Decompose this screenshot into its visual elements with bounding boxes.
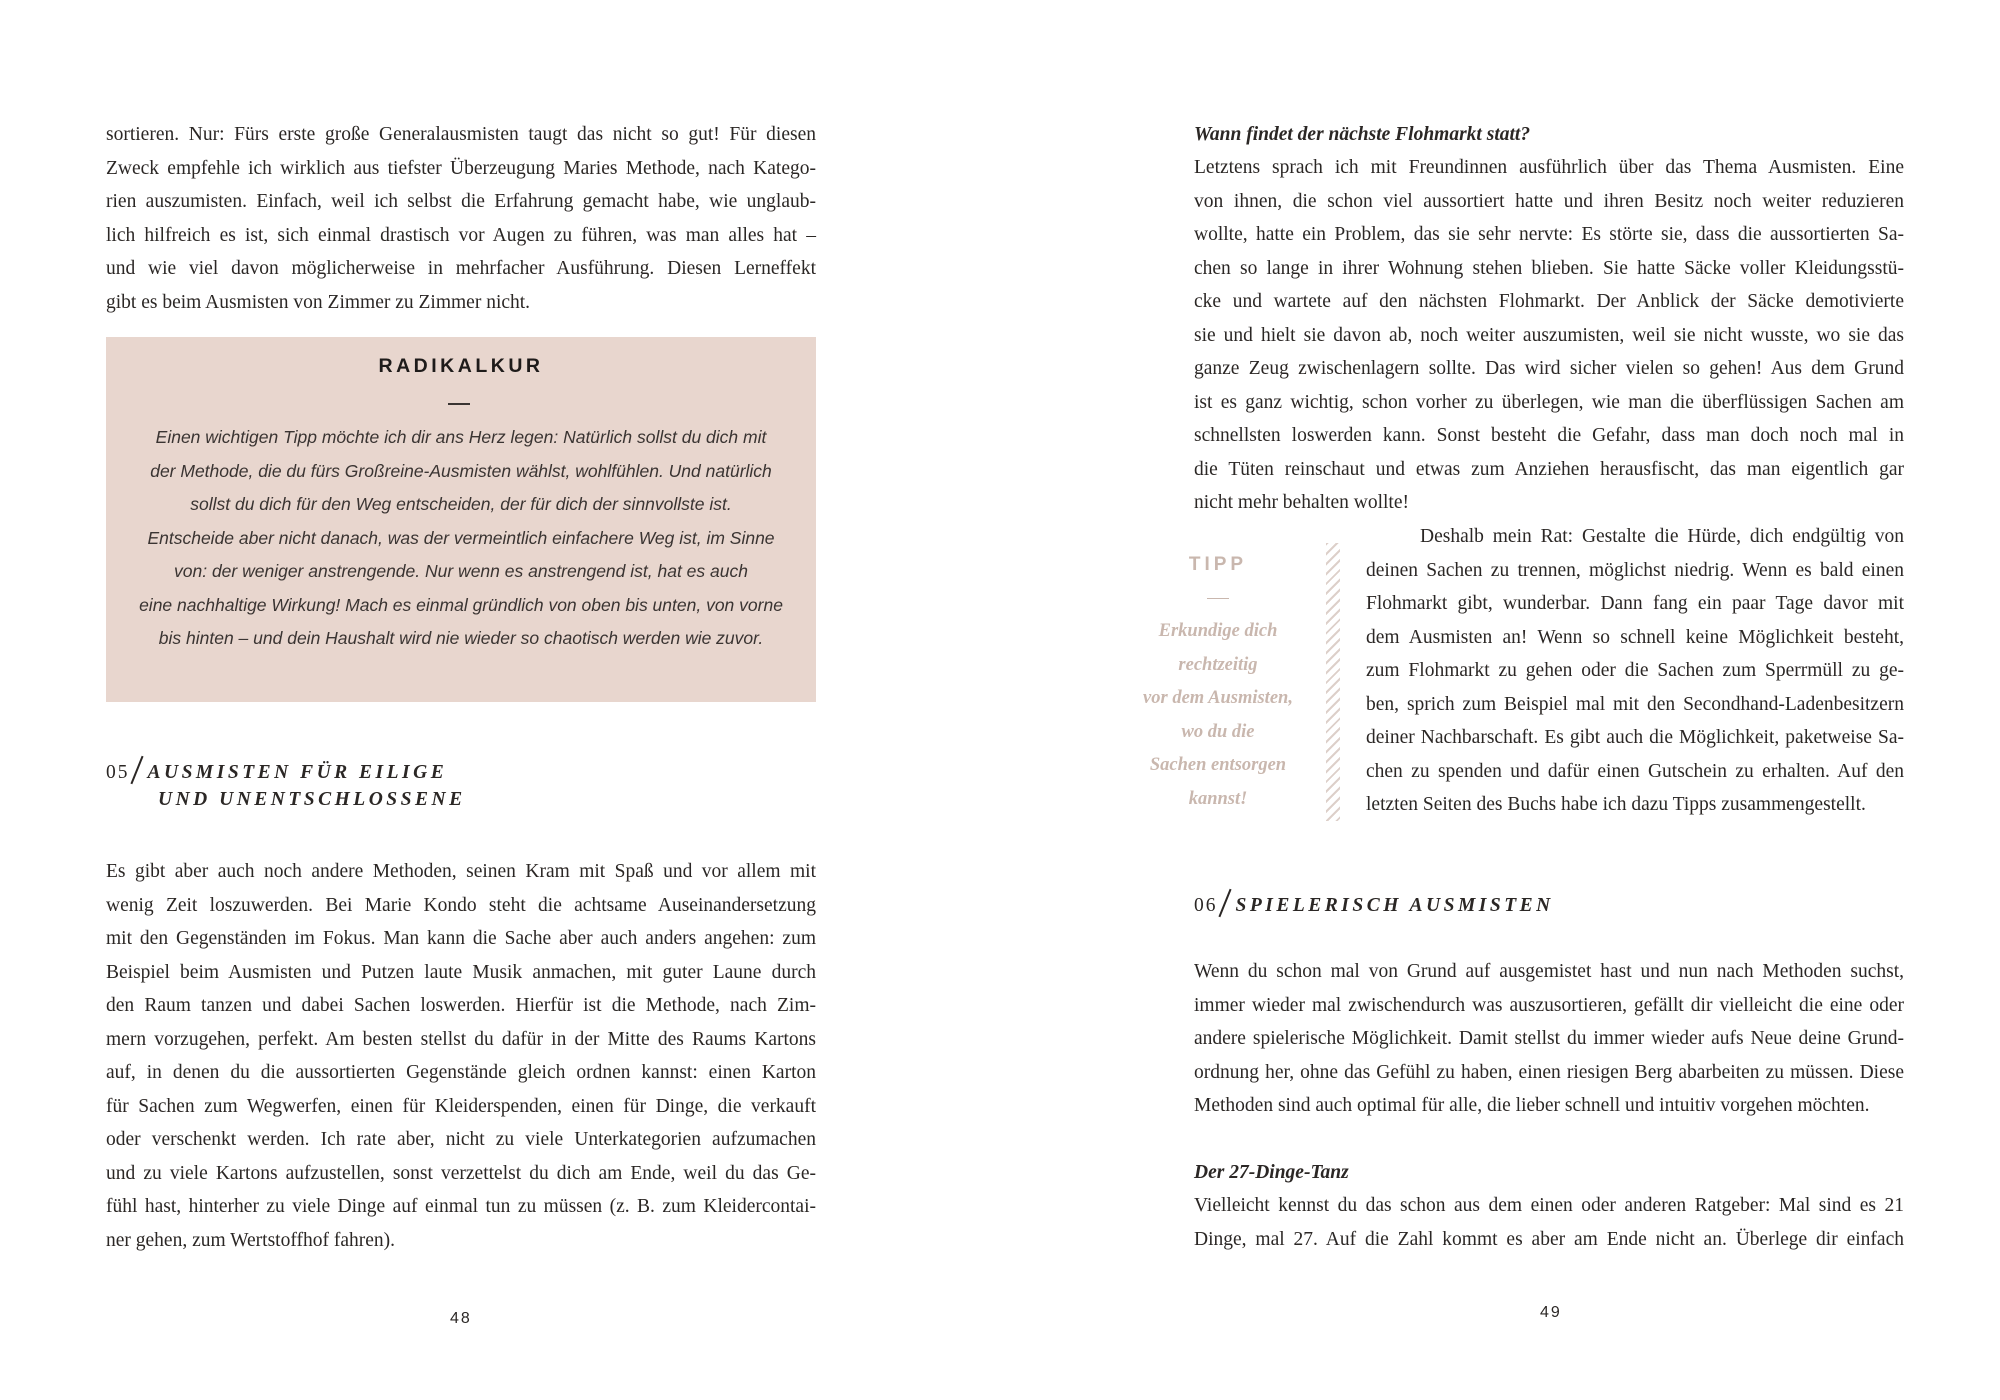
section-heading-06 bbox=[1194, 888, 1554, 918]
tip-line: Erkundige dich bbox=[1158, 621, 1278, 641]
right-page bbox=[1000, 0, 2000, 1400]
callout-line: der Methode, die du fürs Großreine-Ausmisten wählst, wohlfühlen. Und natürlich bbox=[150, 460, 772, 481]
callout-divider bbox=[448, 403, 470, 405]
callout-line: Einen wichtigen Tipp möchte ich dir ans Herz legen: Natürlich sollst du dich mit bbox=[155, 427, 767, 447]
text-line: von ihnen, die schon viel aussortiert hatte und ihren Besitz noch weiter reduzieren bbox=[1194, 190, 1904, 212]
text-line: wenig Zeit loszuwerden. Bei Marie Kondo steht die achtsame Auseinandersetzung bbox=[106, 894, 816, 916]
text-line: Es gibt aber auch noch andere Methoden, seinen Kram mit Spaß und vor allem mit bbox=[106, 861, 816, 882]
text-line: Flohmarkt gibt, wunderbar. Dann fang ein paar Tage davor mit bbox=[1366, 593, 1904, 614]
tip-line: vor dem Ausmisten, bbox=[1143, 688, 1293, 708]
left-main-paragraph bbox=[106, 855, 816, 1257]
tip-text bbox=[1128, 615, 1308, 816]
text-line: und wie viel davon möglicherweise in mehrfacher Ausführung. Diesen Lerneffekt bbox=[106, 258, 816, 279]
text-line: Methoden sind auch optimal für alle, die lieber schnell und intuitiv vorgehen möchten. bbox=[1194, 1095, 1870, 1116]
text-line: Dinge, mal 27. Auf die Zahl kommt es aber am Ende nicht an. Überlege dir einfach bbox=[1194, 1228, 1904, 1250]
callout-line: Entscheide aber nicht danach, was der vermeintlich einfachere Weg ist, im Sinne bbox=[147, 527, 775, 548]
text-line: dem Ausmisten an! Wenn so schnell keine Möglichkeit besteht, bbox=[1366, 626, 1904, 648]
section-number: 06 bbox=[1194, 895, 1218, 916]
text-line: Zweck empfehle ich wirklich aus tiefster Überzeugung Maries Methode, nach Katego- bbox=[106, 157, 816, 179]
tip-line: kannst! bbox=[1188, 788, 1248, 809]
text-line: ordnung her, ohne das Gefühl zu haben, einen riesigen Berg abarbeiten zu müssen. Diese bbox=[1194, 1061, 1904, 1083]
section-title: SPIELERISCH AUSMISTEN bbox=[1235, 895, 1554, 916]
tip-line: rechtzeitig bbox=[1178, 654, 1258, 675]
tip-line: wo du die bbox=[1181, 721, 1255, 742]
right-paragraph-1 bbox=[1194, 151, 1904, 520]
text-line: die Tüten reinschaut und etwas zum Anziehen herausfischt, das man eigentlich gar bbox=[1194, 458, 1904, 480]
paragraph-subheading: Wann findet der nächste Flohmarkt statt? bbox=[1194, 124, 1531, 145]
text-line: letzten Seiten des Buchs habe ich dazu Tipps zusammengestellt. bbox=[1366, 794, 1866, 815]
right-paragraph-3 bbox=[1194, 1189, 1904, 1256]
text-line: auf, in denen du die aussortierten Gegenstände gleich ordnen kannst: einen Karton bbox=[106, 1062, 816, 1083]
text-line: cke und wartete auf den nächsten Flohmarkt. Der Anblick der Säcke demotivierte bbox=[1194, 291, 1904, 312]
text-line: chen so lange in ihrer Wohnung stehen blieben. Sie hatte Säcke voller Kleidungsstü- bbox=[1194, 257, 1904, 279]
page-number-right: 49 bbox=[1540, 1304, 1562, 1321]
text-line: mern vorzugehen, perfekt. Am besten stellst du dafür in der Mitte des Raums Kartons bbox=[106, 1028, 816, 1050]
section-number: 05 bbox=[106, 762, 130, 783]
left-intro-paragraph bbox=[106, 118, 816, 319]
text-line: Deshalb mein Rat: Gestalte die Hürde, dich endgültig von bbox=[1420, 526, 1904, 547]
text-line: Letztens sprach ich mit Freundinnen ausführlich über das Thema Ausmisten. Eine bbox=[1194, 157, 1904, 178]
text-line: schnellsten loswerden kann. Sonst besteht die Gefahr, dass man doch noch mal in bbox=[1194, 425, 1904, 446]
text-line: wollte, hatte ein Problem, das sie sehr nervte: Es störte sie, dass die aussortierten Sa- bbox=[1194, 224, 1904, 245]
text-line: und zu viele Kartons aufzustellen, sonst verzettelst du dich am Ende, weil du das Ge- bbox=[106, 1162, 816, 1184]
text-line: deinen Sachen zu trennen, möglichst niedrig. Wenn es bald einen bbox=[1366, 559, 1904, 581]
callout-text bbox=[126, 421, 796, 656]
text-line: ner gehen, zum Wertstoffhof fahren). bbox=[106, 1229, 396, 1251]
slash-divider bbox=[130, 756, 143, 785]
tip-sidebar bbox=[1128, 548, 1308, 816]
text-line: mit den Gegenständen im Fokus. Man kann die Sache aber auch anders angehen: zum bbox=[106, 928, 816, 949]
tip-line: Sachen entsorgen bbox=[1149, 755, 1287, 775]
text-line: nicht mehr behalten wollte! bbox=[1194, 492, 1409, 513]
hatched-divider bbox=[1326, 543, 1340, 821]
text-line: chen zu spenden und dafür einen Gutschein zu erhalten. Auf den bbox=[1366, 760, 1904, 782]
text-line: immer wieder mal zwischendurch was auszusortieren, gefällt dir vielleicht die eine oder bbox=[1194, 994, 1904, 1016]
section-heading-05 bbox=[106, 755, 466, 811]
right-tip-paragraph bbox=[1366, 520, 1904, 822]
text-line: deiner Nachbarschaft. Es gibt auch die Möglichkeit, paketweise Sa- bbox=[1366, 727, 1904, 748]
section-title-line1: AUSMISTEN FÜR EILIGE bbox=[147, 762, 448, 783]
text-line: sortieren. Nur: Fürs erste große Generalausmisten taugt das nicht so gut! Für diesen bbox=[106, 124, 816, 145]
text-line: Vielleicht kennst du das schon aus dem einen oder anderen Ratgeber: Mal sind es 21 bbox=[1194, 1195, 1904, 1216]
callout-heading: RADIKALKUR bbox=[378, 355, 544, 377]
slash-divider bbox=[1218, 889, 1231, 918]
callout-line: sollst du dich für den Weg entscheiden, der für dich der sinnvollste ist. bbox=[190, 494, 732, 514]
text-line: zum Flohmarkt zu gehen oder die Sachen zum Sperrmüll zu ge- bbox=[1366, 660, 1904, 681]
paragraph-subheading: Der 27-Dinge-Tanz bbox=[1194, 1162, 1349, 1183]
callout-line: von: der weniger anstrengende. Nur wenn es anstrengend ist, hat es auch bbox=[174, 561, 748, 581]
callout-line: eine nachhaltige Wirkung! Mach es einmal gründlich von oben bis unten, von vorne bbox=[139, 594, 783, 615]
text-line: ist es ganz wichtig, schon vorher zu überlegen, wie man die überflüssigen Sachen am bbox=[1194, 391, 1904, 413]
text-line: fühl hast, hinterher zu viele Dinge auf einmal tun zu müssen (z. B. zum Kleidercontai- bbox=[106, 1196, 816, 1217]
text-line: rien auszumisten. Einfach, weil ich selbst die Erfahrung gemacht habe, wie unglaub- bbox=[106, 191, 816, 212]
text-line: Wenn du schon mal von Grund auf ausgemistet hast und nun nach Methoden suchst, bbox=[1194, 961, 1904, 982]
tip-label: TIPP bbox=[1188, 554, 1248, 575]
section-title-line2: UND UNENTSCHLOSSENE bbox=[158, 789, 466, 810]
callout-line: bis hinten – und dein Haushalt wird nie wieder so chaotisch werden wie zuvor. bbox=[158, 628, 764, 648]
text-line: gibt es beim Ausmisten von Zimmer zu Zimmer nicht. bbox=[106, 291, 531, 313]
text-line: ben, sprich zum Beispiel mal mit den Secondhand-Ladenbesitzern bbox=[1366, 693, 1904, 715]
text-line: oder verschenkt werden. Ich rate aber, nicht zu viele Unterkategorien aufzumachen bbox=[106, 1129, 816, 1150]
text-line: Beispiel beim Ausmisten und Putzen laute Musik anmachen, mit guter Laune durch bbox=[106, 961, 816, 983]
tip-divider bbox=[1207, 598, 1229, 600]
page-number-left: 48 bbox=[450, 1310, 472, 1327]
text-line: sie und hielt sie davon ab, noch weiter auszumisten, weil sie nicht wusste, wo sie das bbox=[1194, 324, 1904, 346]
text-line: lich hilfreich es ist, sich einmal drastisch vor Augen zu führen, was man alles hat – bbox=[106, 224, 816, 246]
radikalkur-callout-box bbox=[106, 337, 816, 702]
text-line: den Raum tanzen und dabei Sachen loswerden. Hierfür ist die Methode, nach Zim- bbox=[106, 995, 816, 1016]
text-line: ganze Zeug zwischenlagern sollte. Das wird sicher vielen so gehen! Aus dem Grund bbox=[1194, 358, 1904, 379]
text-line: andere spielerische Möglichkeit. Damit stellst du immer wieder aufs Neue deine Grund- bbox=[1194, 1028, 1904, 1049]
text-line: für Sachen zum Wegwerfen, einen für Kleiderspenden, einen für Dinge, die verkauft bbox=[106, 1095, 816, 1117]
right-paragraph-2 bbox=[1194, 955, 1904, 1123]
